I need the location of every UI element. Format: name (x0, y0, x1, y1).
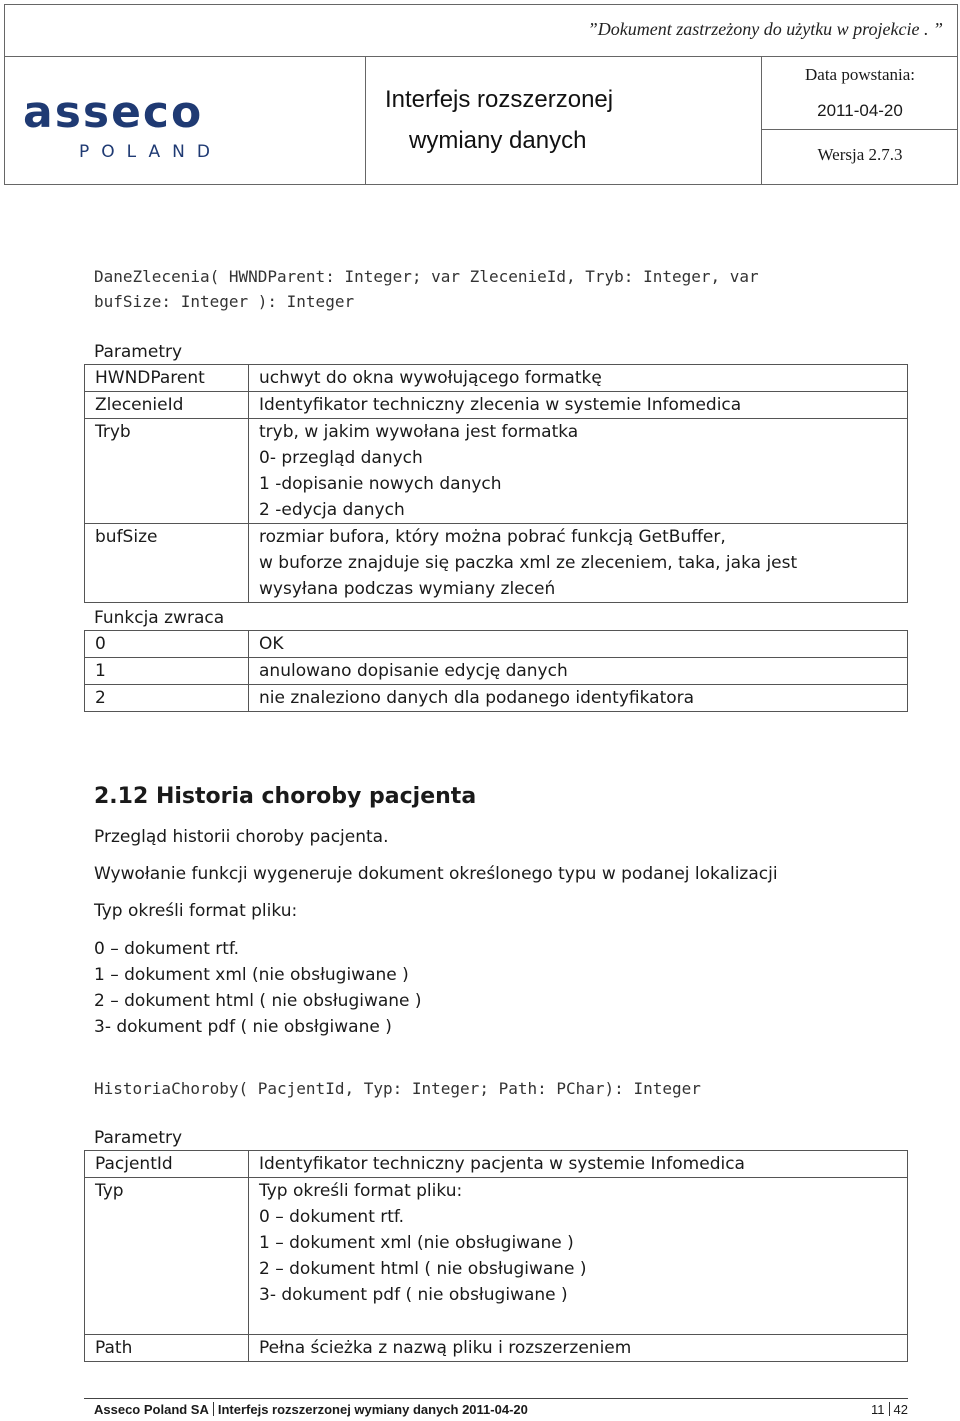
param-name: Tryb (85, 419, 249, 524)
list-item: 3- dokument pdf ( nie obsłgiwane ) (94, 1017, 392, 1037)
table-row (85, 365, 908, 392)
param-desc: Identyfikator techniczny zlecenia w systemie Infomedica (249, 392, 908, 419)
paragraph: Typ określi format pliku: (94, 901, 298, 921)
header-notice-row (4, 4, 958, 57)
table-row (85, 419, 908, 524)
footer-date: 2011-04-20 (462, 1402, 528, 1417)
return-code: 2 (85, 685, 249, 712)
table-row (85, 1178, 908, 1335)
table-row (85, 524, 908, 603)
list-item: 1 – dokument xml (nie obsługiwane ) (94, 965, 409, 985)
footer-title: Interfejs rozszerzonej wymiany danych (217, 1402, 459, 1417)
logo-subtext: POLAND (79, 142, 222, 162)
table-row (85, 392, 908, 419)
return-code: 0 (85, 631, 249, 658)
list-item: 2 – dokument html ( nie obsługiwane ) (94, 991, 422, 1011)
signature-line: DaneZlecenia( HWNDParent: Integer; var ZlecenieId, Tryb: Integer, var (94, 267, 759, 286)
asseco-logo (21, 93, 271, 163)
returns-table (84, 630, 908, 712)
table-row (85, 1151, 908, 1178)
param-desc: Typ określi format pliku: 0 – dokument rtf. 1 – dokument xml (nie obsługiwane ) 2 – dokument html ( nie obsługiwane ) 3- dokument pdf ( nie obsługiwane ) (249, 1178, 908, 1335)
param-desc: rozmiar bufora, który można pobrać funkcją GetBuffer, w buforze znajduje się paczka xml ze zleceniem, taka, jaka jest wysyłana podczas wymiany zleceń (249, 524, 908, 603)
returns-heading: Funkcja zwraca (94, 608, 225, 628)
table-row (85, 658, 908, 685)
signature-line: bufSize: Integer ): Integer (94, 292, 355, 311)
format-list (94, 936, 422, 1040)
logo-wordmark: asseco (23, 93, 204, 138)
function-signature-historiachoroby: HistoriaChoroby( PacjentId, Typ: Integer; Path: PChar): Integer (94, 1079, 701, 1098)
function-signature-danezlecenia (94, 264, 759, 314)
paragraph: Wywołanie funkcji wygeneruje dokument określonego typu w podanej lokalizacji (94, 864, 778, 884)
param-name: Path (85, 1335, 249, 1362)
document-title-line2: wymiany danych (409, 127, 587, 154)
return-desc: OK (249, 631, 908, 658)
param-name: Typ (85, 1178, 249, 1335)
creation-date-value: 2011-04-20 (817, 101, 903, 120)
return-desc: anulowano dopisanie edycję danych (249, 658, 908, 685)
section-heading: 2.12 Historia choroby pacjenta (94, 784, 477, 809)
param-desc: uchwyt do okna wywołującego formatkę (249, 365, 908, 392)
params-table (84, 364, 908, 603)
param-name: PacjentId (85, 1151, 249, 1178)
param-name: ZlecenieId (85, 392, 249, 419)
param-name: HWNDParent (85, 365, 249, 392)
return-code: 1 (85, 658, 249, 685)
return-desc: nie znaleziono danych dla podanego identyfikatora (249, 685, 908, 712)
param-desc: Pełna ścieżka z nazwą pliku i rozszerzeniem (249, 1335, 908, 1362)
param-desc: Identyfikator techniczny pacjenta w systemie Infomedica (249, 1151, 908, 1178)
params-heading: Parametry (94, 342, 183, 362)
param-desc: tryb, w jakim wywołana jest formatka 0- przegląd danych 1 -dopisanie nowych danych 2 -edycja danych (249, 419, 908, 524)
confidentiality-notice: ”Dokument zastrzeżony do użytku w projekcie . ” (587, 19, 943, 39)
list-item: 0 – dokument rtf. (94, 939, 240, 959)
params-heading: Parametry (94, 1128, 183, 1148)
params-table (84, 1150, 908, 1362)
paragraph: Przegląd historii choroby pacjenta. (94, 827, 389, 847)
table-row (85, 1335, 908, 1362)
document-title (385, 79, 645, 161)
header-main-row (4, 56, 958, 185)
document-title-line1: Interfejs rozszerzonej (385, 86, 614, 113)
table-row (85, 631, 908, 658)
footer-divider (84, 1398, 908, 1399)
table-row (85, 685, 908, 712)
param-name: bufSize (85, 524, 249, 603)
creation-date-label: Data powstania: (805, 65, 915, 84)
page-footer (94, 1402, 908, 1417)
page-number: 11 42 (871, 1402, 908, 1417)
page-header (0, 0, 960, 186)
version-label: Wersja 2.7.3 (817, 145, 903, 164)
footer-company: Asseco Poland SA (94, 1402, 209, 1417)
